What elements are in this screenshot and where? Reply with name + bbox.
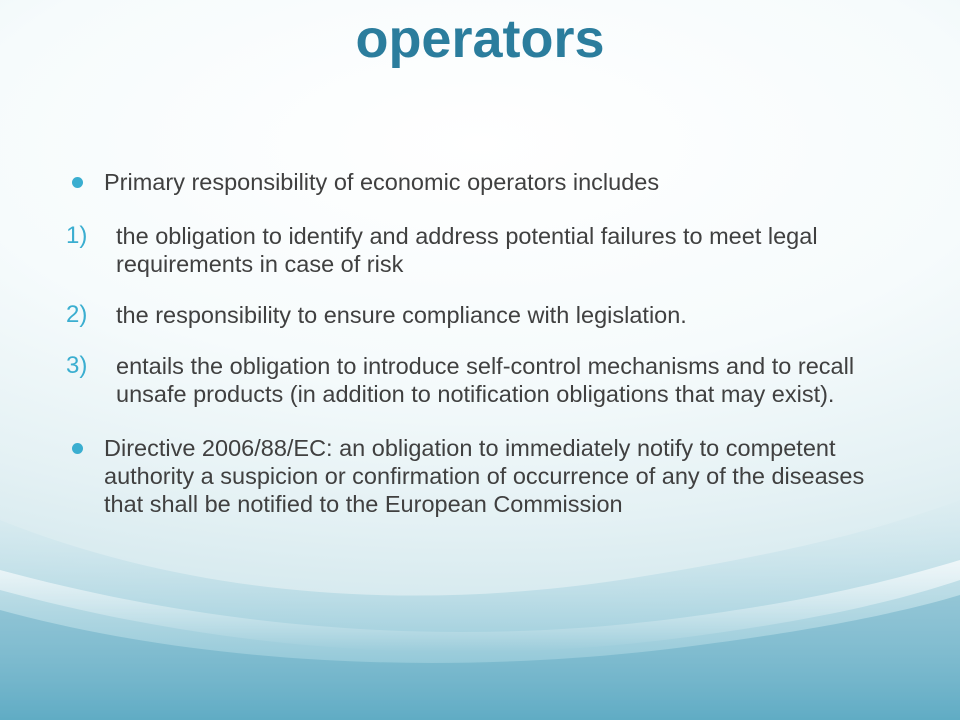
bullet-list [66, 168, 886, 518]
bullet-item [66, 434, 886, 518]
item-text: the responsibility to ensure compliance with legislation. [116, 302, 687, 328]
item-text: entails the obligation to introduce self-control mechanisms and to recall unsafe products (in addition to notification obligations that may exist). [116, 353, 855, 407]
bullet-dot-icon [66, 434, 104, 462]
bullet-text: Directive 2006/88/EC: an obligation to immediately notify to competent authority a suspicion or confirmation of occurrence of any of the diseases that shall be notified to the European Commission [104, 435, 865, 517]
item-number: 3) [66, 352, 88, 379]
numbered-item [66, 301, 886, 329]
bullet-item [66, 168, 886, 196]
numbered-item [66, 352, 886, 408]
item-number: 2) [66, 301, 88, 328]
numbered-item [66, 222, 886, 278]
item-number: 1) [66, 222, 88, 249]
slide-title: operators [355, 9, 605, 69]
item-text: the obligation to identify and address potential failures to meet legal requirements in case of risk [116, 223, 818, 277]
bullet-dot-icon [66, 168, 104, 196]
bullet-text: Primary responsibility of economic operators includes [104, 169, 660, 195]
